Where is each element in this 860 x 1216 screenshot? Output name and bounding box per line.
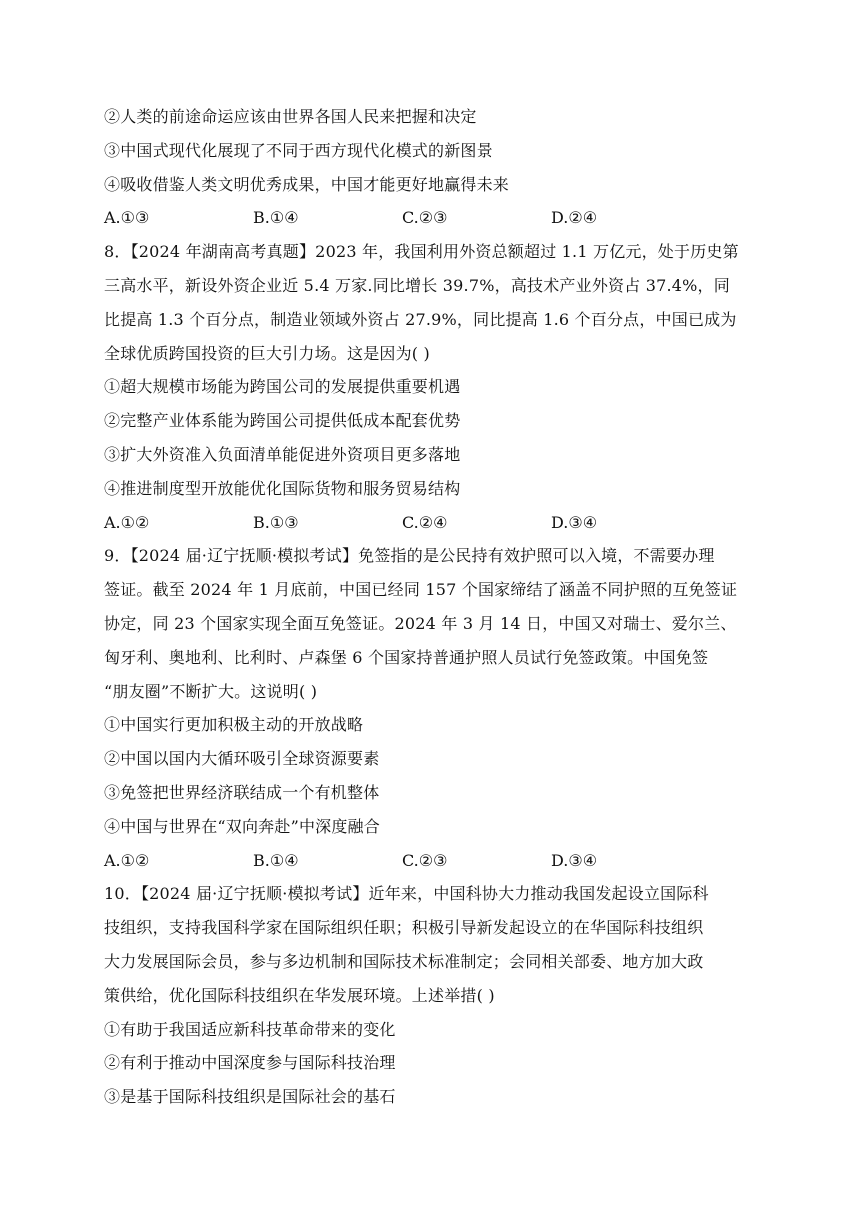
option-d: D.③④ [551, 850, 598, 870]
statement-item: ④推进制度型开放能优化国际货物和服务贸易结构 [104, 478, 461, 498]
question-stem-line: 9．【2024 届·辽宁抚顺·模拟考试】免签指的是公民持有效护照可以入境，不需要办理 [104, 546, 715, 566]
answer-options [104, 506, 760, 540]
question-stem-line: 10．【2024 届·辽宁抚顺·模拟考试】近年来，中国科协大力推动我国发起设立国际科 [104, 884, 709, 904]
question-7-choices [104, 100, 760, 235]
statement-item: ①有助于我国适应新科技革命带来的变化 [104, 1019, 396, 1039]
question-stem-line: “朋友圈”不断扩大。这说明( ) [104, 681, 318, 701]
option-a: A.①③ [104, 208, 150, 228]
question-8 [104, 235, 760, 539]
question-stem-line: 协定，同 23 个国家实现全面互免签证。2024 年 3 月 14 日，中国又对瑞士、爱尔兰、 [104, 613, 737, 633]
option-d: D.②④ [551, 208, 598, 228]
question-stem-line: 签证。截至 2024 年 1 月底前，中国已经同 157 个国家缔结了涵盖不同护照的互免签证 [104, 580, 738, 600]
question-content [104, 100, 760, 1114]
statement-item: ②有利于推动中国深度参与国际科技治理 [104, 1053, 396, 1073]
option-b: B.①④ [253, 208, 299, 228]
statement-item: ③免签把世界经济联结成一个有机整体 [104, 782, 380, 802]
statement-item: ④吸收借鉴人类文明优秀成果，中国才能更好地赢得未来 [104, 174, 510, 194]
option-b: B.①③ [253, 512, 299, 532]
option-a: A.①② [104, 512, 150, 532]
statement-item: ④中国与世界在“双向奔赴”中深度融合 [104, 816, 380, 836]
statement-item: ③扩大外资准入负面清单能促进外资项目更多落地 [104, 444, 461, 464]
question-stem-line: 全球优质跨国投资的巨大引力场。这是因为( ) [104, 343, 430, 363]
question-9 [104, 539, 760, 877]
option-c: C.②③ [402, 850, 448, 870]
statement-item: ③是基于国际科技组织是国际社会的基石 [104, 1087, 396, 1107]
statement-item: ②人类的前途命运应该由世界各国人民来把握和决定 [104, 107, 477, 126]
option-a: A.①② [104, 850, 150, 870]
question-stem-line: 技组织，支持我国科学家在国际组织任职；积极引导新发起设立的在华国际科技组织 [104, 918, 704, 938]
question-stem-line: 大力发展国际会员，参与多边机制和国际技术标准制定；会同相关部委、地方加大政 [104, 951, 704, 971]
option-d: D.③④ [551, 512, 598, 532]
answer-options [104, 844, 760, 878]
option-c: C.②③ [402, 208, 448, 228]
option-b: B.①④ [253, 850, 299, 870]
answer-options [104, 201, 760, 235]
option-c: C.②④ [402, 512, 448, 532]
question-stem-line: 8．【2024 年湖南高考真题】2023 年，我国利用外资总额超过 1.1 万亿元，处于历史第 [104, 242, 739, 262]
statement-item: ②中国以国内大循环吸引全球资源要素 [104, 749, 380, 769]
statement-item: ②完整产业体系能为跨国公司提供低成本配套优势 [104, 411, 461, 431]
question-stem-line: 三高水平，新设外资企业近 5.4 万家.同比增长 39.7%，高技术产业外资占 37.4%，同 [104, 275, 730, 295]
question-stem-line: 策供给，优化国际科技组织在华发展环境。上述举措( ) [104, 985, 495, 1005]
question-stem-line: 比提高 1.3 个百分点，制造业领域外资占 27.9%，同比提高 1.6 个百分点，中国已成为 [104, 309, 737, 329]
question-10 [104, 877, 760, 1114]
statement-item: ③中国式现代化展现了不同于西方现代化模式的新图景 [104, 140, 493, 160]
statement-item: ①中国实行更加积极主动的开放战略 [104, 715, 364, 735]
statement-item: ①超大规模市场能为跨国公司的发展提供重要机遇 [104, 377, 461, 397]
question-stem-line: 匈牙利、奥地利、比利时、卢森堡 6 个国家持普通护照人员试行免签政策。中国免签 [104, 647, 709, 667]
